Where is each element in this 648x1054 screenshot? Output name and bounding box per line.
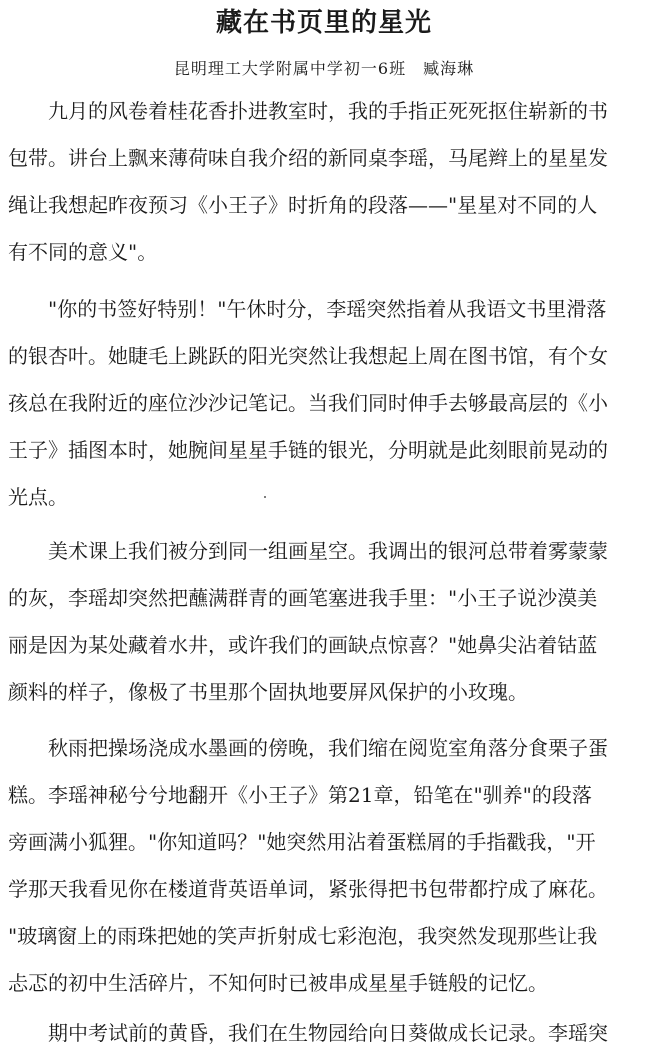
text-line: 丽是因为某处藏着水井，或许我们的画缺点惊喜？"她鼻尖沾着钴蓝: [8, 633, 598, 657]
text-line: 绳让我想起昨夜预习《小王子》时折角的段落——"星星对不同的人: [8, 193, 598, 217]
text-line: 糕。李瑶神秘兮兮地翻开《小王子》第21章，铅笔在"驯养"的段落: [8, 783, 592, 807]
text-line: 包带。讲台上飘来薄荷味自我介绍的新同桌李瑶，马尾辫上的星星发: [8, 146, 608, 170]
author-byline: 昆明理工大学附属中学初一6班 臧海琳: [173, 59, 475, 78]
text-line: 忐忑的初中生活碎片，不知何时已被串成星星手链般的记忆。: [8, 971, 548, 995]
text-line: "你的书签好特别！"午休时分，李瑶突然指着从我语文书里滑落: [48, 297, 607, 321]
text-line: "玻璃窗上的雨珠把她的笑声折射成七彩泡泡，我突然发现那些让我: [8, 924, 598, 948]
text-line: 王子》插图本时，她腕间星星手链的银光，分明就是此刻眼前晃动的: [8, 438, 608, 462]
text-line: 美术课上我们被分到同一组画星空。我调出的银河总带着雾蒙蒙: [48, 539, 608, 563]
text-line: 孩总在我附近的座位沙沙记笔记。当我们同时伸手去够最高层的《小: [8, 391, 608, 415]
text-line: 的灰，李瑶却突然把蘸满群青的画笔塞进我手里："小王子说沙漠美: [8, 586, 598, 610]
essay-title: 藏在书页里的星光: [215, 8, 432, 38]
text-line: 学那天我看见你在楼道背英语单词，紧张得把书包带都拧成了麻花。: [8, 877, 608, 901]
scan-speck: [264, 496, 266, 498]
text-line: 的银杏叶。她睫毛上跳跃的阳光突然让我想起上周在图书馆，有个女: [8, 344, 608, 368]
text-line: 光点。: [8, 485, 68, 509]
text-line: 旁画满小狐狸。"你知道吗？"她突然用沾着蛋糕屑的手指戳我，"开: [8, 830, 596, 854]
text-line: 九月的风卷着桂花香扑进教室时，我的手指正死死抠住崭新的书: [48, 99, 608, 123]
text-line: 颜料的样子，像极了书里那个固执地要屏风保护的小玫瑰。: [8, 680, 528, 704]
text-line: 秋雨把操场浇成水墨画的傍晚，我们缩在阅览室角落分食栗子蛋: [48, 736, 608, 760]
text-line: 有不同的意义"。: [8, 240, 158, 264]
text-line: 期中考试前的黄昏，我们在生物园给向日葵做成长记录。李瑶突: [48, 1021, 608, 1045]
